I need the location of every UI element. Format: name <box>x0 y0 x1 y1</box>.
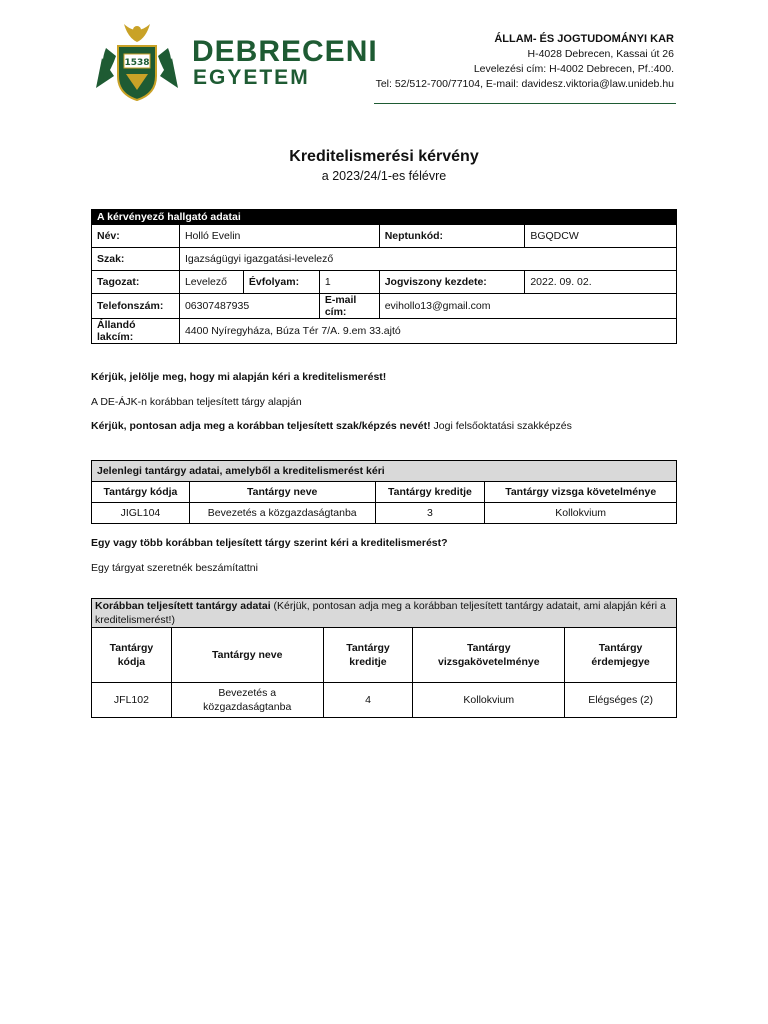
neptun-value: BGQDCW <box>525 225 677 248</box>
crest-year: 1538 <box>124 58 150 68</box>
current-code: JIGL104 <box>92 503 190 524</box>
phone-value: 06307487935 <box>179 294 319 319</box>
year-value: 1 <box>319 271 379 294</box>
table-row <box>92 683 677 718</box>
current-name: Bevezetés a közgazdaságtanba <box>189 503 375 524</box>
address-value: 4400 Nyíregyháza, Búza Tér 7/A. 9.em 33.ajtó <box>179 319 676 344</box>
previous-header-code: Tantárgy kódja <box>92 628 172 683</box>
name-value: Holló Evelin <box>179 225 379 248</box>
current-credit: 3 <box>375 503 485 524</box>
document-subtitle: a 2023/24/1-es félévre <box>321 169 447 183</box>
student-section-title: A kérvényező hallgató adatai <box>92 210 677 225</box>
university-crest-icon <box>94 18 180 102</box>
question-basis: Kérjük, jelölje meg, hogy mi alapján kéri a kreditelismerést! <box>91 371 387 383</box>
major-value: Igazságügyi igazgatási-levelező <box>179 248 676 271</box>
brand-name-line2: EGYETEM <box>193 66 310 89</box>
previous-subject-table <box>91 598 677 718</box>
year-label: Évfolyam: <box>243 271 319 294</box>
question-count: Egy vagy több korábban teljesített tárgy szerint kéri a kreditelismerést? <box>91 537 448 549</box>
previous-subject-section-header <box>92 599 677 628</box>
header-divider <box>374 103 676 104</box>
current-exam: Kollokvium <box>485 503 677 524</box>
previous-header-name: Tantárgy neve <box>171 628 323 683</box>
phone-label: Telefonszám: <box>92 294 180 319</box>
table-row <box>92 503 677 524</box>
neptun-label: Neptunkód: <box>379 225 525 248</box>
brand-name-line1: DEBRECENI <box>192 35 378 68</box>
start-value: 2022. 09. 02. <box>525 271 677 294</box>
previous-header-credit: Tantárgy kreditje <box>323 628 413 683</box>
previous-subject-section-title: Korábban teljesített tantárgy adatai <box>95 600 271 612</box>
previous-exam: Kollokvium <box>413 683 565 718</box>
name-label: Név: <box>92 225 180 248</box>
previous-subject-section-note: (Kérjük, pontosan adja meg a korábban teljesített tantárgy adatait, ami alapján kéri a kreditelismerést!) <box>95 600 666 626</box>
answer-program: Jogi felsőoktatási szakképzés <box>433 420 572 432</box>
answer-basis: A DE-ÁJK-n korábban teljesített tárgy alapján <box>91 396 302 408</box>
previous-grade: Elégséges (2) <box>565 683 677 718</box>
postal-address: Levelezési cím: H-4002 Debrecen, Pf.:400. <box>473 63 674 75</box>
major-label: Szak: <box>92 248 180 271</box>
email-label: E-mail cím: <box>319 294 379 319</box>
current-header-credit: Tantárgy kreditje <box>375 482 485 503</box>
email-value: evihollo13@gmail.com <box>379 294 676 319</box>
current-subject-table <box>91 460 677 524</box>
previous-credit: 4 <box>323 683 413 718</box>
current-header-name: Tantárgy neve <box>189 482 375 503</box>
answer-count: Egy tárgyat szeretnék beszámítattni <box>91 562 258 574</box>
address-label: Állandó lakcím: <box>92 319 180 344</box>
current-header-exam: Tantárgy vizsga követelménye <box>485 482 677 503</box>
question-program-text: Kérjük, pontosan adja meg a korábban teljesített szak/képzés nevét! <box>91 420 431 432</box>
current-subject-section-title: Jelenlegi tantárgy adatai, amelyből a kreditelismerést kéri <box>92 461 677 482</box>
letterhead <box>0 0 768 110</box>
faculty-name: ÁLLAM- ÉS JOGTUDOMÁNYI KAR <box>494 33 674 45</box>
previous-header-grade: Tantárgy érdemjegye <box>565 628 677 683</box>
question-program <box>91 420 572 432</box>
mode-label: Tagozat: <box>92 271 180 294</box>
previous-header-exam: Tantárgy vizsgakövetelménye <box>413 628 565 683</box>
student-data-table <box>91 209 677 344</box>
current-header-code: Tantárgy kódja <box>92 482 190 503</box>
contact-block <box>376 32 674 92</box>
phone-email: Tel: 52/512-700/77104, E-mail: davidesz.viktoria@law.unideb.hu <box>375 78 674 90</box>
mode-value: Levelező <box>179 271 243 294</box>
start-label: Jogviszony kezdete: <box>379 271 525 294</box>
previous-code: JFL102 <box>92 683 172 718</box>
street-address: H-4028 Debrecen, Kassai út 26 <box>527 48 674 60</box>
document-title: Kreditelismerési kérvény <box>289 148 479 165</box>
previous-name: Bevezetés a közgazdaságtanba <box>171 683 323 718</box>
